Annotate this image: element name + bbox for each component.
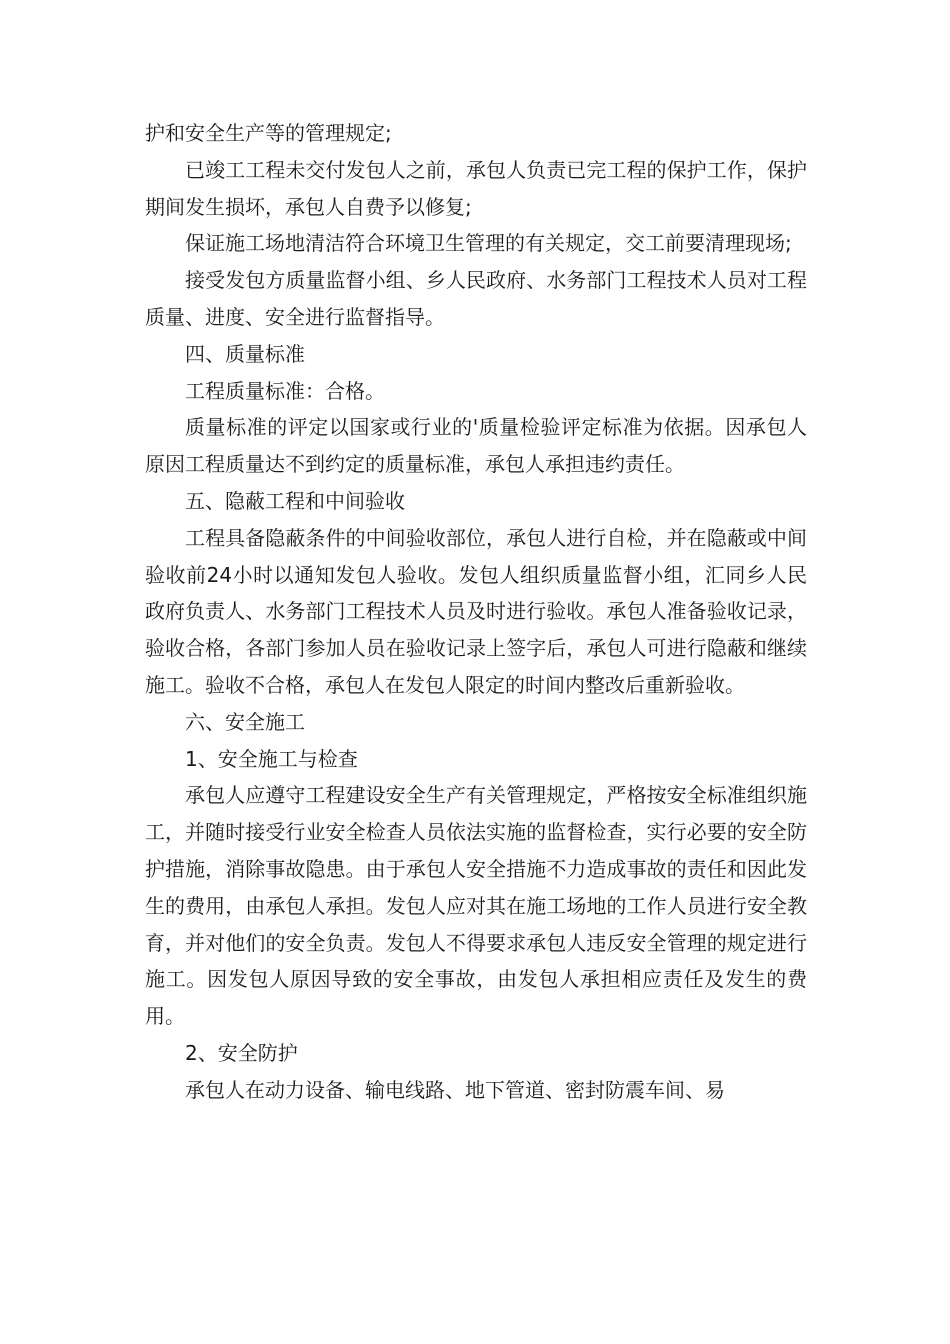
subheading-safety-protection: 2、安全防护	[185, 1040, 298, 1065]
paragraph-safety-inspection: 承包人应遵守工程建设安全生产有关管理规定，严格按安全标准组织施工，并随时接受行业安全检查人员依法实施的监督检查，实行必要的安全防护措施，消除事故隐患。由于承包人安全措施不力造成事故的责任和因此发生的费用，由承包人承担。发包人应对其在施工场地的工作人员进行安全教育，并对他们的安全负责。发包人不得要求承包人违反安全管理的规定进行施工。因发包人原因导致的安全事故，由发包人承担相应责任及发生的费用。	[145, 783, 807, 1029]
paragraph-protection: 已竣工工程未交付发包人之前，承包人负责已完工程的保护工作，保护期间发生损坏，承包人自费予以修复;	[145, 157, 807, 219]
paragraph-concealed-works: 工程具备隐蔽条件的中间验收部位，承包人进行自检，并在隐蔽或中间验收前24小时以通知发包人验收。发包人组织质量监督小组，汇同乡人民政府负责人、水务部门工程技术人员及时进行验收。承包人准备验收记录，验收合格，各部门参加人员在验收记录上签字后，承包人可进行隐蔽和继续施工。验收不合格，承包人在发包人限定的时间内整改后重新验收。	[145, 525, 807, 697]
subheading-safety-inspection: 1、安全施工与检查	[185, 746, 358, 771]
section-heading-concealed-works: 五、隐蔽工程和中间验收	[185, 488, 405, 513]
section-heading-quality-standard: 四、质量标准	[185, 341, 305, 366]
section-heading-safe-construction: 六、安全施工	[185, 709, 305, 734]
paragraph-continued: 护和安全生产等的管理规定;	[145, 121, 392, 145]
paragraph-quality-evaluation: 质量标准的评定以国家或行业的'质量检验评定标准为依据。因承包人原因工程质量达不到约定的质量标准，承包人承担违约责任。	[145, 415, 807, 477]
paragraph-supervision: 接受发包方质量监督小组、乡人民政府、水务部门工程技术人员对工程质量、进度、安全进行监督指导。	[145, 268, 807, 329]
document-page	[145, 115, 807, 1109]
paragraph-site-cleanliness: 保证施工场地清洁符合环境卫生管理的有关规定，交工前要清理现场;	[185, 231, 792, 256]
paragraph-quality-standard: 工程质量标准：合格。	[185, 378, 385, 403]
paragraph-safety-protection: 承包人在动力设备、输电线路、地下管道、密封防震车间、易	[185, 1077, 725, 1102]
